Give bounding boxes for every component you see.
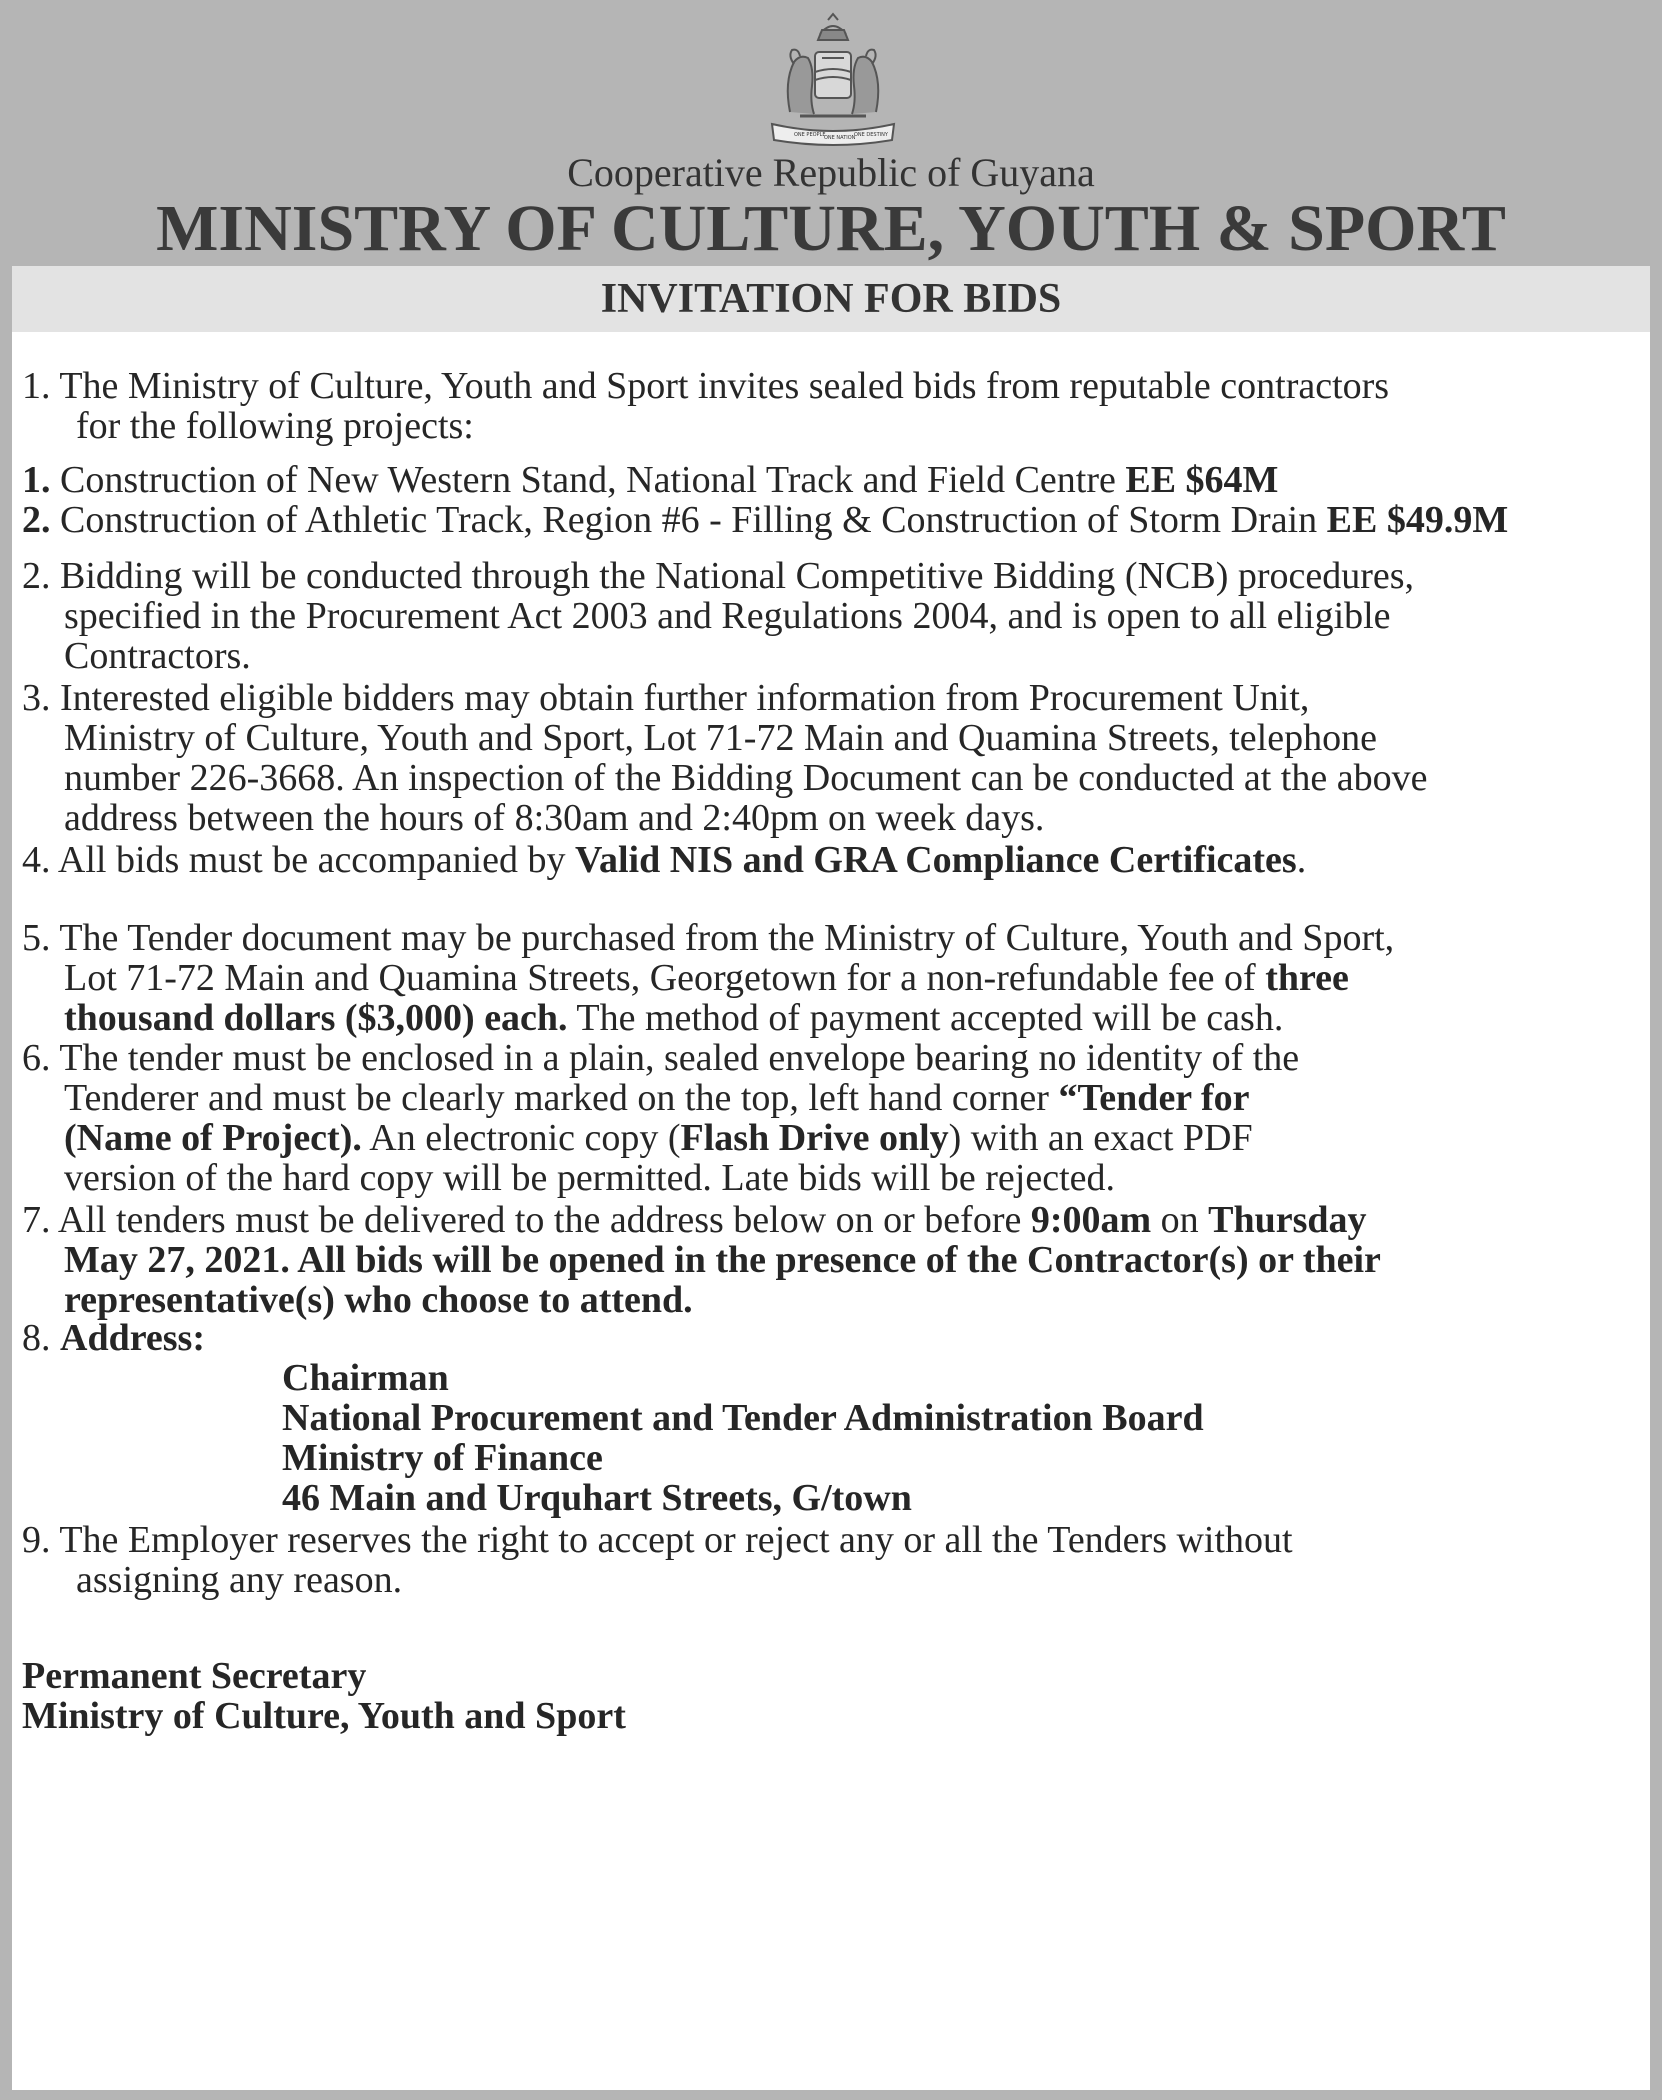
coat-of-arms-emblem — [760, 12, 906, 152]
paragraph-5-line-2 — [22, 958, 1638, 998]
address-heading — [22, 1318, 1638, 1358]
paragraph-9-line-1: 9. The Employer reserves the right to accept or reject any or all the Tenders without — [22, 1519, 1293, 1561]
paragraph-3-line-1: 3. Interested eligible bidders may obtain further information from Procurement Unit, — [22, 677, 1310, 719]
project-description: Construction of Athletic Track, Region #6 - Filling & Construction of Storm Drain — [50, 499, 1327, 541]
paragraph-6-line-1: 6. The tender must be enclosed in a plain, sealed envelope bearing no identity of the — [22, 1037, 1300, 1079]
svg-text:ONE DESTINY: ONE DESTINY — [854, 132, 888, 138]
paragraph-5-line-1: 5. The Tender document may be purchased from the Ministry of Culture, Youth and Sport, — [22, 917, 1395, 959]
paragraph-5 — [22, 918, 1638, 1038]
project-estimate: EE $49.9M — [1326, 499, 1509, 541]
paragraph-6-line-2 — [22, 1078, 1638, 1118]
signature-title: Permanent Secretary — [22, 1655, 367, 1697]
paragraph-8 — [22, 1318, 1638, 1518]
paragraph-6-line-4: version of the hard copy will be permitted. Late bids will be rejected. — [64, 1157, 1115, 1199]
compliance-requirement: Valid NIS and GRA Compliance Certificates — [575, 839, 1297, 881]
fee-amount: three — [1265, 957, 1349, 999]
fee-amount-cont: thousand dollars ($3,000) each. — [64, 997, 568, 1039]
paragraph-6 — [22, 1038, 1638, 1198]
address-line-ministry: Ministry of Finance — [282, 1437, 603, 1479]
svg-text:ONE PEOPLE: ONE PEOPLE — [794, 132, 826, 138]
payment-method: The method of payment accepted will be cash. — [567, 997, 1284, 1039]
notice-panel — [12, 266, 1650, 2090]
attendance-note: representative(s) who choose to attend. — [64, 1279, 693, 1321]
address-label: Address: — [60, 1317, 205, 1359]
paragraph-9 — [22, 1520, 1638, 1600]
paragraph-6-text: Tenderer and must be clearly marked on the top, left hand corner — [64, 1077, 1059, 1119]
paragraph-9-line-2: assigning any reason. — [76, 1559, 403, 1601]
paragraph-4-text: 4. All bids must be accompanied by — [22, 839, 576, 881]
project-item-2 — [22, 500, 1638, 540]
paragraph-7-on: on — [1151, 1199, 1209, 1241]
paragraph-7-text: 7. All tenders must be delivered to the address below on or before — [22, 1199, 1031, 1241]
flash-drive-note: Flash Drive only — [680, 1117, 949, 1159]
pdf-note: ) with an exact PDF — [948, 1117, 1253, 1159]
signature-ministry: Ministry of Culture, Youth and Sport — [22, 1695, 626, 1737]
svg-text:ONE NATION: ONE NATION — [824, 135, 856, 141]
paragraph-6-line-3 — [22, 1118, 1638, 1158]
electronic-copy-text: An electronic copy ( — [361, 1117, 681, 1159]
paragraph-2-line-3: Contractors. — [64, 635, 251, 677]
tender-marking-cont: (Name of Project). — [64, 1117, 362, 1159]
deadline-day: Thursday — [1208, 1199, 1367, 1241]
project-list — [22, 460, 1638, 540]
paragraph-7-line-1 — [22, 1200, 1638, 1240]
address-line-street: 46 Main and Urquhart Streets, G/town — [282, 1477, 912, 1519]
paragraph-1-line-2: for the following projects: — [76, 405, 474, 447]
header — [0, 0, 1662, 265]
ministry-name: MINISTRY OF CULTURE, YOUTH & SPORT — [156, 192, 1506, 265]
deadline-time: 9:00am — [1030, 1199, 1152, 1241]
paragraph-3-line-2: Ministry of Culture, Youth and Sport, Lot 71-72 Main and Quamina Streets, telephone — [64, 717, 1377, 759]
signature-block — [22, 1656, 1638, 1736]
address-line-board: National Procurement and Tender Administration Board — [282, 1397, 1204, 1439]
project-item-1 — [22, 460, 1638, 500]
project-description: Construction of New Western Stand, National Track and Field Centre — [50, 459, 1126, 501]
paragraph-7-line-3 — [22, 1280, 1638, 1320]
paragraph-2-line-1: 2. Bidding will be conducted through the National Competitive Bidding (NCB) procedures, — [22, 555, 1415, 597]
paragraph-2 — [22, 556, 1638, 676]
project-estimate: EE $64M — [1125, 459, 1279, 501]
paragraph-3-line-3: number 226-3668. An inspection of the Bidding Document can be conducted at the above — [64, 757, 1428, 799]
address-line-chairman: Chairman — [282, 1357, 449, 1399]
paragraph-5-line-3 — [22, 998, 1638, 1038]
tender-marking: “Tender for — [1058, 1077, 1250, 1119]
paragraph-1 — [22, 366, 1638, 446]
paragraph-4 — [22, 840, 1638, 880]
paragraph-3 — [22, 678, 1638, 838]
project-number: 2. — [22, 499, 51, 541]
paragraph-7-line-2 — [22, 1240, 1638, 1280]
paragraph-8-number: 8. — [22, 1317, 60, 1359]
deadline-date: May 27, 2021. All bids will be opened in the presence of the Contractor(s) or their — [64, 1239, 1381, 1281]
paragraph-3-line-4: address between the hours of 8:30am and 2:40pm on week days. — [64, 797, 1045, 839]
paragraph-5-text: Lot 71-72 Main and Quamina Streets, Georgetown for a non-refundable fee of — [64, 957, 1266, 999]
project-number: 1. — [22, 459, 51, 501]
paragraph-7 — [22, 1200, 1638, 1320]
paragraph-1-line-1: 1. The Ministry of Culture, Youth and Sport invites sealed bids from reputable contractors — [22, 365, 1390, 407]
country-name: Cooperative Republic of Guyana — [567, 150, 1095, 195]
notice-title: INVITATION FOR BIDS — [12, 266, 1650, 332]
paragraph-4-end: . — [1296, 839, 1307, 881]
paragraph-2-line-2: specified in the Procurement Act 2003 and Regulations 2004, and is open to all eligible — [64, 595, 1391, 637]
